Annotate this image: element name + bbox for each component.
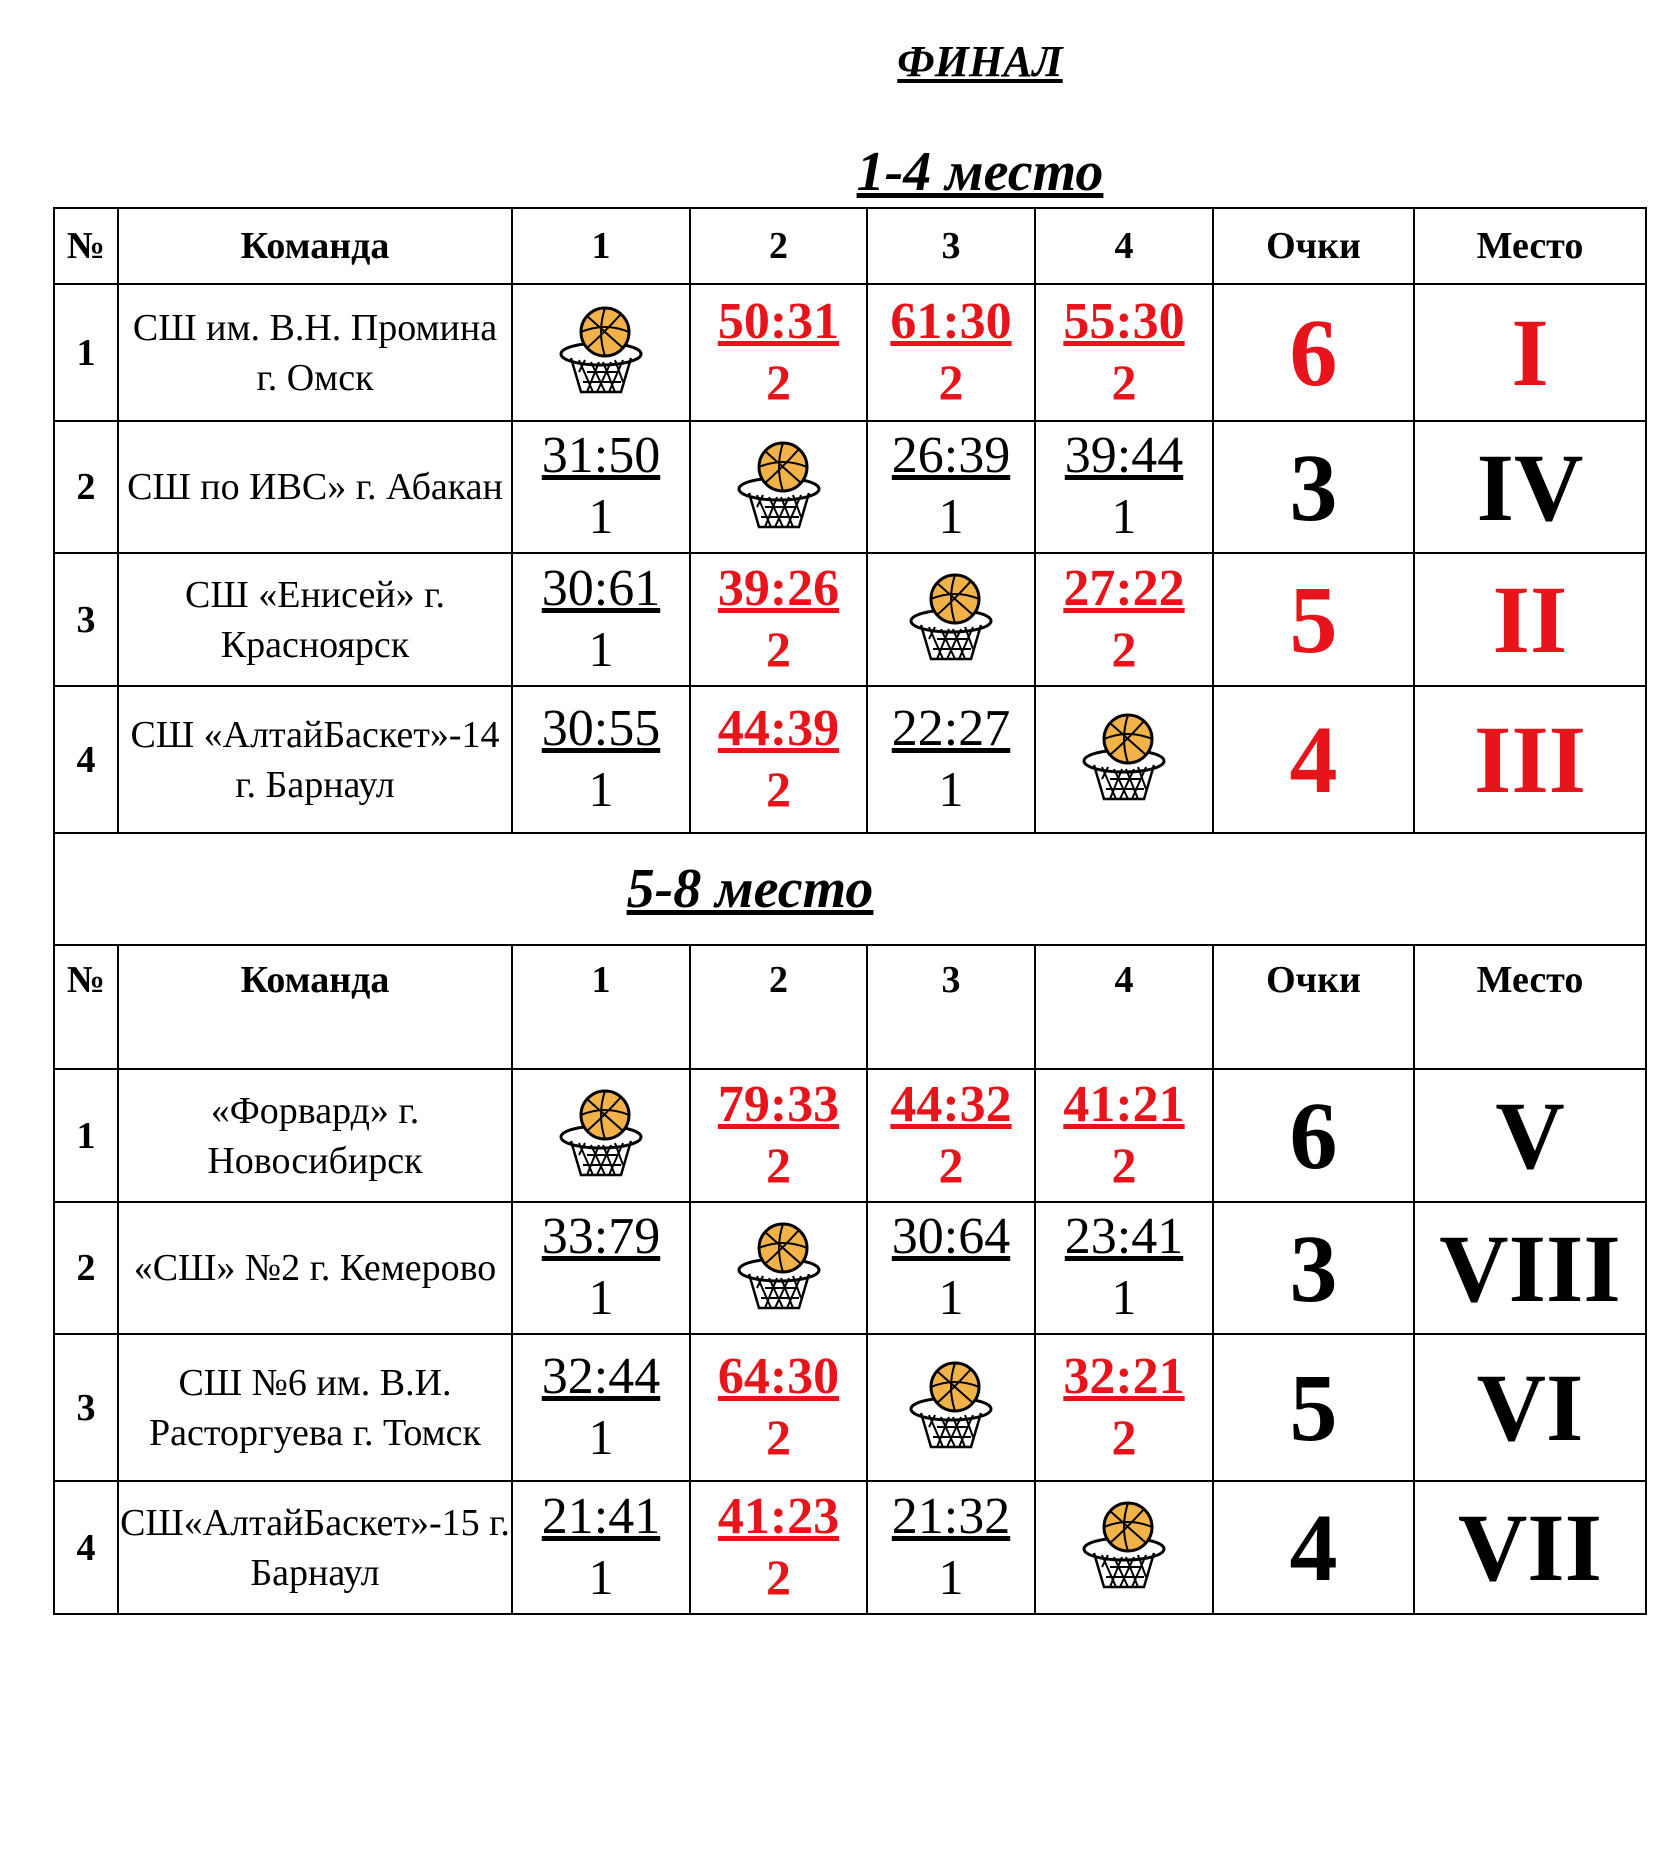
- match-score: 23:41: [1064, 1208, 1184, 1265]
- result-cell: [1035, 284, 1213, 421]
- result-cell: [867, 1069, 1035, 1202]
- match-points: 1: [588, 760, 614, 817]
- total-points: 4: [1213, 686, 1414, 833]
- match-points: 1: [588, 1548, 614, 1605]
- result-cell: [512, 421, 690, 553]
- header-cell: 3: [867, 945, 1035, 1069]
- match-points: 2: [1111, 1136, 1137, 1193]
- result-cell: [690, 1069, 867, 1202]
- match-points: 1: [938, 760, 964, 817]
- team-number: 1: [54, 284, 118, 421]
- table-row: [54, 421, 1646, 553]
- match-points: 1: [588, 1408, 614, 1465]
- header-cell: 2: [690, 208, 867, 284]
- result-cell: [867, 1334, 1035, 1481]
- final-place: VI: [1414, 1334, 1646, 1481]
- match-score: 79:33: [717, 1075, 840, 1133]
- basketball-hoop-icon: [907, 1357, 995, 1453]
- team-name: СШ «АлтайБаскет»-14 г. Барнаул: [118, 686, 512, 833]
- team-number: 3: [54, 1334, 118, 1481]
- match-points: 2: [766, 353, 791, 410]
- total-points: 6: [1213, 284, 1414, 421]
- match-score: 26:39: [891, 427, 1011, 484]
- result-cell: [1035, 1069, 1213, 1202]
- team-number: 2: [54, 1202, 118, 1334]
- match-score: 50:31: [717, 292, 840, 350]
- basketball-hoop-icon: [557, 1085, 645, 1181]
- result-cell: [512, 1069, 690, 1202]
- header-cell: 1: [512, 945, 690, 1069]
- header-cell: 2: [690, 945, 867, 1069]
- header-row: [54, 208, 1646, 284]
- header-cell: 4: [1035, 945, 1213, 1069]
- group-title-1-4: 1-4 место: [856, 141, 1104, 203]
- team-name: «Форвард» г. Новосибирск: [118, 1069, 512, 1202]
- basketball-hoop-icon: [1080, 709, 1168, 805]
- result-cell: [690, 284, 867, 421]
- match-score: 32:21: [1063, 1347, 1185, 1405]
- final-place: VIII: [1414, 1202, 1646, 1334]
- header-cell: 4: [1035, 208, 1213, 284]
- team-name: СШ«АлтайБаскет»-15 г. Барнаул: [118, 1481, 512, 1614]
- header-cell: №: [54, 208, 118, 284]
- basketball-hoop-icon: [1080, 1497, 1168, 1593]
- total-points: 5: [1213, 553, 1414, 686]
- team-name: СШ «Енисей» г. Красноярск: [118, 553, 512, 686]
- result-cell: [1035, 1334, 1213, 1481]
- result-cell: [690, 1481, 867, 1614]
- result-cell: [1035, 1202, 1213, 1334]
- match-score: 61:30: [890, 292, 1012, 350]
- total-points: 3: [1213, 421, 1414, 553]
- match-score: 30:64: [891, 1208, 1011, 1265]
- final-place: III: [1414, 686, 1646, 833]
- header-cell: Место: [1414, 208, 1646, 284]
- match-points: 2: [1111, 1408, 1137, 1465]
- match-score: 30:55: [541, 699, 661, 757]
- final-place: II: [1414, 553, 1646, 686]
- standings-table: [53, 207, 1647, 1615]
- match-points: 2: [766, 1136, 791, 1193]
- team-number: 3: [54, 553, 118, 686]
- match-score: 21:32: [891, 1487, 1011, 1545]
- result-cell: [867, 421, 1035, 553]
- table-row: [54, 1069, 1646, 1202]
- result-cell: [512, 1202, 690, 1334]
- table-row: [54, 1202, 1646, 1334]
- team-number: 1: [54, 1069, 118, 1202]
- match-score: 22:27: [891, 699, 1011, 757]
- total-points: 6: [1213, 1069, 1414, 1202]
- result-cell: [867, 1481, 1035, 1614]
- result-cell: [867, 686, 1035, 833]
- match-score: 27:22: [1063, 559, 1185, 617]
- match-points: 2: [938, 1136, 964, 1193]
- match-points: 2: [766, 1548, 791, 1605]
- match-points: 1: [1111, 1269, 1137, 1325]
- basketball-hoop-icon: [907, 569, 995, 665]
- team-number: 2: [54, 421, 118, 553]
- match-score: 21:41: [541, 1487, 661, 1545]
- match-score: 41:21: [1063, 1075, 1185, 1133]
- match-score: 39:44: [1064, 427, 1184, 484]
- table-row: [54, 284, 1646, 421]
- header-cell: Место: [1414, 945, 1646, 1069]
- basketball-hoop-icon: [735, 1218, 823, 1314]
- match-points: 1: [938, 1548, 964, 1605]
- result-cell: [690, 1202, 867, 1334]
- result-cell: [512, 686, 690, 833]
- match-points: 2: [1111, 620, 1137, 677]
- table-row: [54, 686, 1646, 833]
- result-cell: [512, 553, 690, 686]
- team-name: СШ по ИВС» г. Абакан: [118, 421, 512, 553]
- match-score: 32:44: [541, 1347, 661, 1405]
- match-points: 2: [766, 1408, 791, 1465]
- team-number: 4: [54, 1481, 118, 1614]
- team-name: СШ №6 им. В.И. Расторгуева г. Томск: [118, 1334, 512, 1481]
- result-cell: [512, 1481, 690, 1614]
- match-points: 1: [938, 1269, 964, 1325]
- result-cell: [1035, 686, 1213, 833]
- result-cell: [512, 284, 690, 421]
- result-cell: [867, 553, 1035, 686]
- match-score: 33:79: [541, 1208, 661, 1265]
- match-score: 31:50: [541, 427, 661, 484]
- team-name: СШ им. В.Н. Промина г. Омск: [118, 284, 512, 421]
- final-place: VII: [1414, 1481, 1646, 1614]
- header-cell: Команда: [118, 945, 512, 1069]
- header-cell: 1: [512, 208, 690, 284]
- header-cell: 3: [867, 208, 1035, 284]
- match-points: 2: [1111, 353, 1137, 410]
- result-cell: [867, 1202, 1035, 1334]
- table-row: [54, 1481, 1646, 1614]
- team-name: «СШ» №2 г. Кемерово: [118, 1202, 512, 1334]
- match-score: 39:26: [717, 559, 840, 617]
- final-place: V: [1414, 1069, 1646, 1202]
- page-title: ФИНАЛ: [897, 37, 1063, 86]
- final-place: IV: [1414, 421, 1646, 553]
- match-points: 1: [588, 1269, 614, 1325]
- header-cell: Команда: [118, 208, 512, 284]
- total-points: 5: [1213, 1334, 1414, 1481]
- total-points: 3: [1213, 1202, 1414, 1334]
- match-points: 2: [766, 620, 791, 677]
- header-cell: №: [54, 945, 118, 1069]
- match-score: 30:61: [541, 559, 661, 617]
- match-score: 41:23: [717, 1487, 840, 1545]
- header-cell: Очки: [1213, 208, 1414, 284]
- team-number: 4: [54, 686, 118, 833]
- match-points: 1: [588, 620, 614, 677]
- result-cell: [512, 1334, 690, 1481]
- match-points: 1: [938, 488, 964, 544]
- match-points: 2: [766, 760, 791, 817]
- result-cell: [1035, 553, 1213, 686]
- group-title-5-8: [54, 833, 1646, 945]
- total-points: 4: [1213, 1481, 1414, 1614]
- result-cell: [690, 553, 867, 686]
- group-title-text: 5-8 место: [626, 858, 874, 920]
- match-points: 1: [1111, 488, 1137, 544]
- table-row: [54, 553, 1646, 686]
- match-score: 64:30: [717, 1347, 840, 1405]
- result-cell: [1035, 421, 1213, 553]
- group-title-row: [54, 833, 1646, 945]
- match-points: 2: [938, 353, 964, 410]
- match-score: 55:30: [1063, 292, 1185, 350]
- final-place: I: [1414, 284, 1646, 421]
- basketball-hoop-icon: [557, 302, 645, 398]
- match-score: 44:39: [717, 699, 840, 757]
- result-cell: [690, 686, 867, 833]
- basketball-hoop-icon: [735, 437, 823, 533]
- match-points: 1: [588, 488, 614, 544]
- match-score: 44:32: [890, 1075, 1012, 1133]
- header-cell: Очки: [1213, 945, 1414, 1069]
- result-cell: [690, 421, 867, 553]
- table-row: [54, 1334, 1646, 1481]
- result-cell: [690, 1334, 867, 1481]
- result-cell: [867, 284, 1035, 421]
- result-cell: [1035, 1481, 1213, 1614]
- header-row: [54, 945, 1646, 1069]
